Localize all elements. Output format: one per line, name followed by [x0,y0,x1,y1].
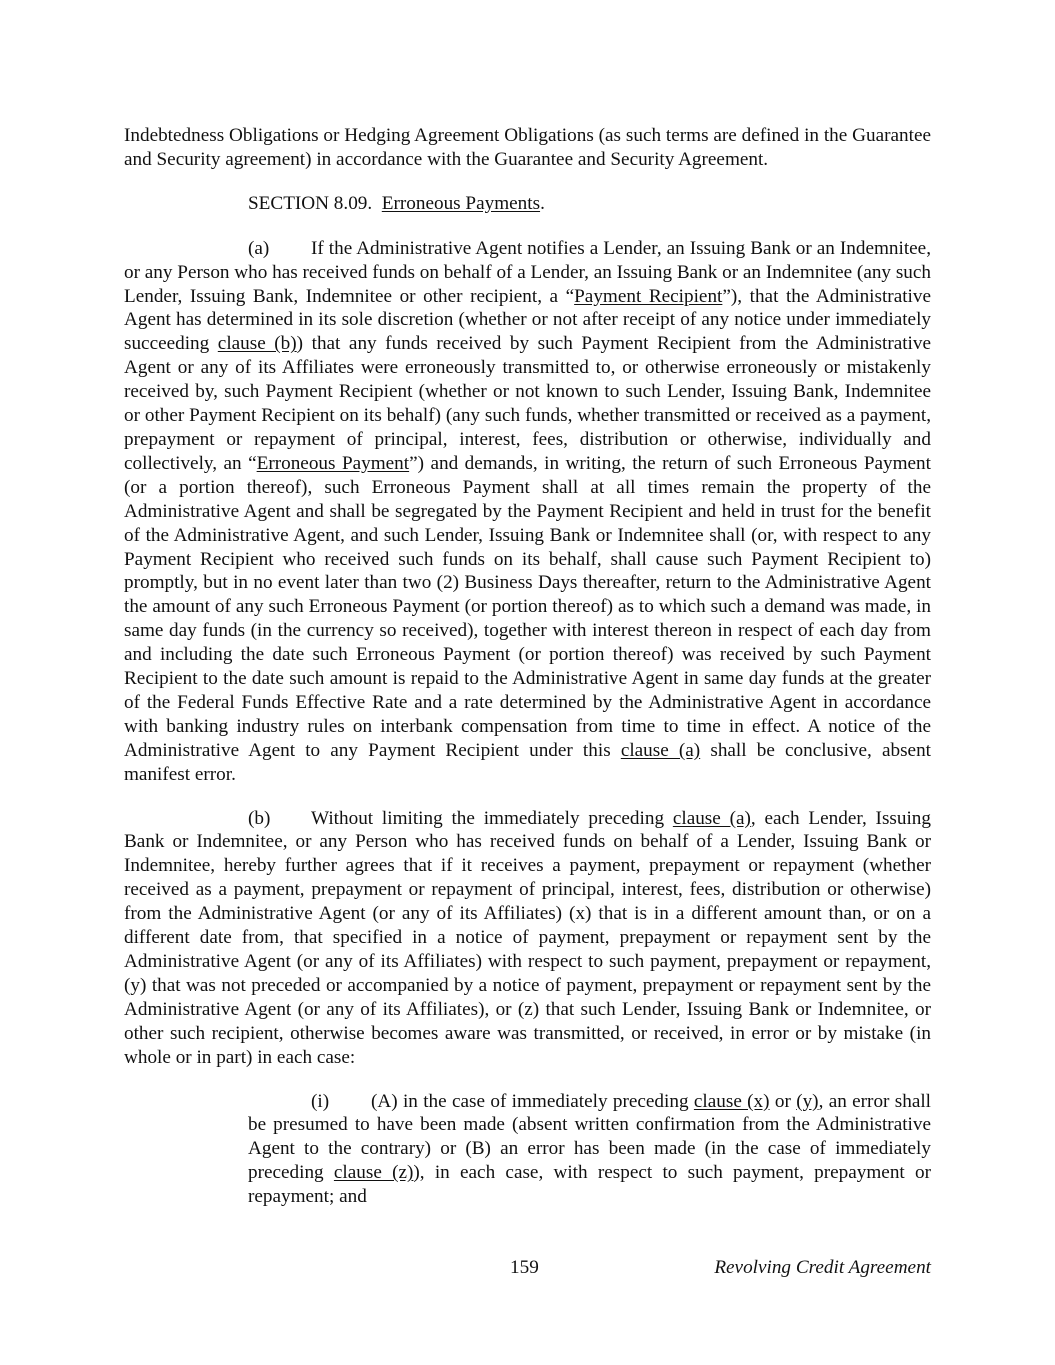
clause-b-i-label: (i) [311,1090,330,1112]
text-run: ) that any funds received by such Payment Recipient from the Administrative Agent or any of its Affiliates were erroneously transmitted to, or otherwise erroneously or mistakenly received by, such Payment Recipient (whether or not known to such Lender, Issuing Bank, Indemnitee or other Payment Recipient on its behalf) (any such funds, whether transmitted or received as a payment, prepayment or repayment of principal, interest, fees, distribution or otherwise, individually and collectively, an “ [124,333,931,474]
clause-a-label: (a) [248,237,270,259]
defined-term-reference: Erroneous Payment [256,452,410,474]
section-heading [124,192,931,216]
defined-term-reference: clause (z) [333,1162,414,1184]
defined-term-reference: Payment Recipient [574,285,723,307]
text-run: Without limiting the immediately preceding [311,807,673,829]
page-footer [124,1256,931,1282]
defined-term-reference: clause (a) [672,807,751,829]
defined-term-reference: clause (x) [693,1090,770,1112]
defined-term-reference: clause (b) [217,333,297,355]
section-number: SECTION 8.09. [248,192,373,214]
defined-term-reference: (y) [796,1090,819,1112]
clause-b-body [124,808,931,1068]
text-run: , each Lender, Issuing Bank or Indemnitee, or any Person who has received funds on behalf of a Lender, Issuing Bank or Indemnitee, hereby further agrees that if it receives a payment, prepayment or repayment (whether received as a payment, prepayment or repayment of principal, interest, fees, distribution or otherwise) from the Administrative Agent (or any of its Affiliates) (x) that is in a different amount than, or on a different date from, that specified in a notice of payment, prepayment or repayment sent by the Administrative Agent (or any of its Affiliates) with respect to such payment, prepayment or repayment, (y) that was not preceded or accompanied by a notice of payment, prepayment or repayment sent by the Administrative Agent (or any of its Affiliates), or (z) that such Lender, Issuing Bank or Indemnitee, or other such recipient, otherwise becomes aware was transmitted, or received, in error or by mistake (in whole or in part) in each case: [124,807,931,1068]
text-run: Indebtedness Obligations or Hedging Agreement Obligations (as such terms are defined in the Guarantee and Security agreement) in accordance with the Guarantee and Security Agreement. [124,125,931,170]
continuation-paragraph [124,124,931,172]
document-page [124,124,931,1209]
section-title: Erroneous Payments [381,192,541,214]
defined-term-reference: clause (a) [620,739,701,761]
clause-a-body [124,238,931,785]
text-run: or [769,1090,797,1112]
page-number: 159 [510,1257,539,1278]
text-run: If the Administrative Agent notifies a Lender, an Issuing Bank or an Indemnitee, or any Person who has received funds on behalf of a Lender, an Issuing Bank or an Indemnitee (any such Lender, Issuing Bank, Indemnitee or other recipient, a “ [124,237,931,307]
clause-b-i-paragraph [248,1090,931,1210]
clause-b-paragraph [124,807,931,1070]
text-run: shall be conclusive, absent manifest error. [124,739,931,785]
text-run: ”), that the Administrative Agent has determined in its sole discretion (whether or not after receipt of any notice under immediately succeeding [124,285,931,355]
clause-b-label: (b) [248,807,271,829]
text-run: ), in each case, with respect to such payment, prepayment or repayment; and [248,1162,931,1208]
text-run: (A) in the case of immediately preceding [371,1090,694,1112]
text-run: ”) and demands, in writing, the return of such Erroneous Payment (or a portion thereof), such Erroneous Payment shall at all times remain the property of the Administrative Agent and shall be segregated by the Payment Recipient and held in trust for the benefit of the Administrative Agent, and such Lender, Issuing Bank or Indemnitee shall (or, with respect to any Payment Recipient who received such funds on its behalf, shall cause such Payment Recipient to) promptly, but in no event later than two (2) Business Days thereafter, return to the Administrative Agent the amount of any such Erroneous Payment (or portion thereof) as to which such a demand was made, in same day funds (in the currency so received), together with interest thereon in respect of each day from and including the date such Erroneous Payment (or portion thereof) was received by such Payment Recipient to the date such amount is repaid to the Administrative Agent in same day funds at the greater of the Federal Funds Effective Rate and a rate determined by the Administrative Agent in accordance with banking industry rules on interbank compensation from time to time in effect. A notice of the Administrative Agent to any Payment Recipient under this [124,452,931,761]
clause-a-paragraph [124,237,931,787]
footer-document-title: Revolving Credit Agreement [714,1257,931,1278]
text-run: , an error shall be presumed to have been made (absent written confirmation from the Administrative Agent to the contrary) or (B) an error has been made (in the case of immediately preceding [248,1090,931,1184]
section-title-suffix: . [540,192,545,214]
